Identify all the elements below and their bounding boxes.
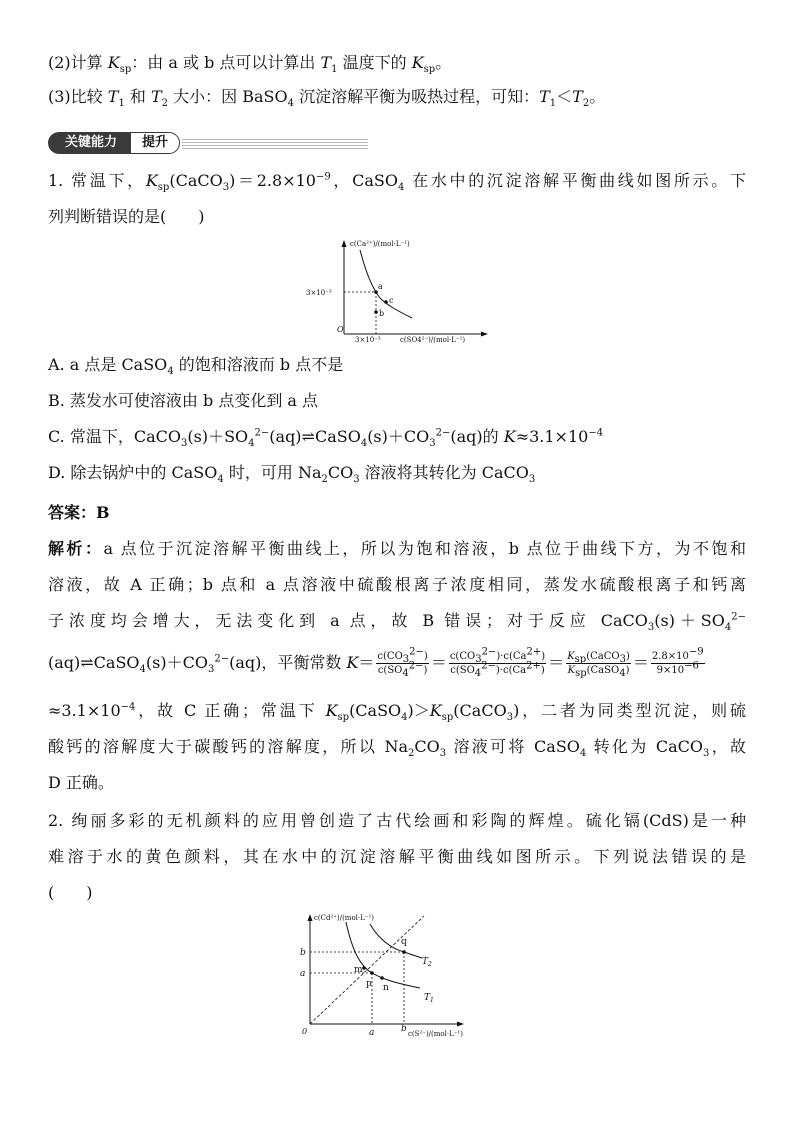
q1-explanation-7: D 正确。 [48, 773, 114, 792]
q2-point-q [402, 950, 406, 954]
q2-origin: 0 [302, 1027, 308, 1036]
q2-point-n [380, 976, 384, 980]
q1-label-c: c [389, 296, 394, 305]
q2-point-m [362, 966, 366, 970]
intro-line-2: (3)比较 $T_1$ 和 $T_2$ 大小：因 BaSO$_4$ 沉淀溶解平衡为吸热过程，可知：$T_1<T_2$。 [48, 87, 606, 110]
q1-ytick: 3×10⁻³ [306, 289, 332, 297]
q2-xtick-b: b [401, 1024, 407, 1034]
q1-stem-1: 1. 常温下，$K_{sp}(CaCO_3)=2.8\times 10^{-9}$，CaSO$_4$ 在水中的沉淀溶解平衡曲线如图所示。下 [48, 171, 746, 194]
q1-option-b[interactable]: B. 蒸发水可使溶液由 b 点变化到 a 点 [48, 391, 319, 410]
q2-ytick-a: a [300, 969, 306, 979]
q2-label-q: q [401, 937, 407, 947]
q1-stem-2: 列判断错误的是( ) [48, 207, 205, 226]
q1-option-a[interactable]: A. a 点是 CaSO$_4$ 的饱和溶液而 b 点不是 [48, 355, 344, 378]
q2-stem-3: ( ) [48, 883, 93, 902]
q1-label-a: a [378, 282, 383, 291]
q2-stem-1: 2. 绚丽多彩的无机颜料的应用曾创造了古代绘画和彩陶的辉煌。硫化镉(CdS)是一种 [48, 811, 746, 830]
q2-curve-t1: $T_1$ [424, 993, 434, 1004]
q2-ytick-b: b [300, 948, 306, 958]
q2-chart [292, 910, 498, 1046]
section-rule [182, 137, 368, 149]
q1-explanation-3: 子浓度均会增大，无法变化到 a 点，故 B 错误；对于反应 $CaCO_3(s)+SO_4^{2-}$ [48, 611, 746, 634]
q1-label-b: b [379, 309, 385, 318]
q2-label-p: p [366, 979, 372, 989]
q1-point-b [374, 310, 378, 314]
q2-ylabel: c(Cd²⁺)/(mol·L⁻¹) [314, 914, 375, 922]
q1-explanation-5: $\approx 3.1\times 10^{-4}$，故 C 正确；常温下 $K_{sp}(CaSO_4)>K_{sp}(CaCO_3)$，二者为同类型沉淀，则硫 [48, 701, 746, 724]
q1-explanation-2: 溶液，故 A 正确；b 点和 a 点溶液中硫酸根离子浓度相同，蒸发水硫酸根离子和钙离 [48, 575, 746, 594]
q1-option-c[interactable]: C. 常温下，$CaCO_3(s)+SO_4^{2-}(aq)\rightleftharpoons CaSO_4(s)+CO_3^{2-}(aq)$的 $K\approx 3.1\times 10^{-4}$ [48, 427, 604, 450]
q1-origin: O [337, 325, 344, 334]
q2-label-m: m [354, 965, 363, 975]
q2-curve-t2: $T_2$ [422, 957, 432, 968]
q2-stem-2: 难溶于水的黄色颜料，其在水中的沉淀溶解平衡曲线如图所示。下列说法错误的是 [48, 847, 746, 866]
q1-chart [300, 238, 490, 346]
q1-point-c [384, 300, 388, 304]
q1-option-d[interactable]: D. 除去锅炉中的 CaSO$_4$ 时，可用 $Na_2CO_3$ 溶液将其转化为 CaCO$_3$ [48, 463, 536, 486]
q2-label-n: n [383, 983, 389, 993]
q1-answer: 答案：B [48, 503, 110, 522]
q1-explanation-1: 解析：a 点位于沉淀溶解平衡曲线上，所以为饱和溶液，b 点位于曲线下方，为不饱和 [48, 539, 746, 558]
q2-xtick-a: a [369, 1028, 375, 1038]
q2-point-p [370, 971, 374, 975]
q1-xtick: 3×10⁻³ [355, 336, 381, 344]
q2-xlabel: c(S²⁻)/(mol·L⁻¹) [408, 1030, 463, 1038]
q1-explanation-4: $(aq)\rightleftharpoons CaSO_4(s)+CO_3^{2-}(aq)$，平衡常数 K＝ $\frac{c(CO_3^{2-})}{c(SO_4^{2-})}$ ＝ $\frac{c(CO_3^{2-})\cdot c(Ca^{2+})}{c(SO_4^{2-})\cdot c(Ca^{2+})}$ ＝ $\frac{K_{sp}(CaCO_3)}{K_{sp}(CaSO_4)}$ ＝ $\frac{2.8\times 10^{-9}}{9\times 10^{-6}}$ [48, 646, 704, 679]
q1-ylabel: c(Ca²⁺)/(mol·L⁻¹) [350, 240, 410, 248]
section-tag-2: 提升 [130, 132, 180, 154]
intro-line-1: (2)计算 $K_{sp}$：由 a 或 b 点可以计算出 $T_1$ 温度下的 $K_{sp}$。 [48, 53, 452, 76]
q1-xlabel: c(SO4²⁻)/(mol·L⁻¹) [400, 336, 466, 344]
section-tag: 关键能力 [48, 132, 134, 154]
q1-explanation-6: 酸钙的溶解度大于碳酸钙的溶解度，所以 $Na_2CO_3$ 溶液可将 CaSO$_4$ 转化为 CaCO$_3$，故 [48, 737, 746, 760]
